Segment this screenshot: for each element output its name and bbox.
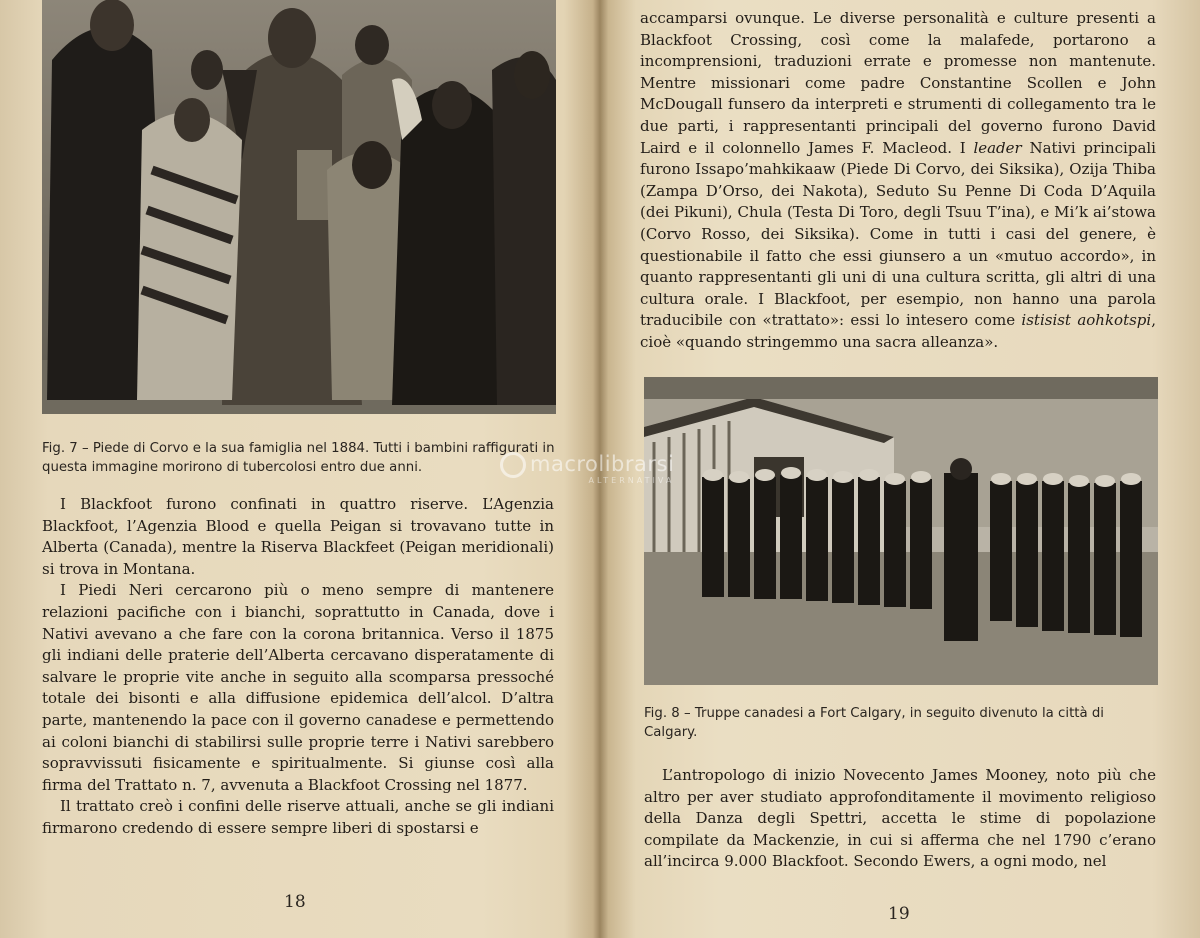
- text-run: Nativi principali furono Issapo’mahkikaaw (Piede Di Corvo, dei Siksika), Ozija Thiba (Zampa D’Orso, dei Nakota), Seduto Su Penne Di Coda D’Aquila (dei Pikuni), Chula (Testa Di Toro, degli Tsuu T’ina), e Mi’k ai’stowa (Corvo Rosso, dei Siksika). Come in tutti i casi del genere, è questionabile il fatto che essi giunsero a un «mutuo accordo», in quanto rappresentanti gli uni di una cultura scritta, gli altri di una cultura orale. I Blackfoot, per esempio, non hanno una parola traducibile con «trattato»: essi lo intesero come: [640, 138, 1156, 330]
- page-number: 19: [888, 904, 910, 924]
- right-top-text: [640, 8, 1156, 354]
- paragraph: I Blackfoot furono confinati in quattro riserve. L’Agenzia Blackfoot, l’Agenzia Blood e quella Peigan si trovavano tutte in Alberta (Canada), mentre la Riserva Blackfeet (Peigan meridionali) si trova in Montana.: [42, 495, 554, 578]
- right-page: [602, 0, 1200, 938]
- macrolibrarsi-logo-icon: [500, 452, 526, 478]
- italic-word: leader: [973, 138, 1022, 157]
- watermark-name: macrolibrarsi: [530, 452, 675, 476]
- watermark: [500, 452, 674, 485]
- figure-7-caption: Fig. 7 – Piede di Corvo e la sua famiglia nel 1884. Tutti i bambini raffigurati in questa immagine morirono di tubercolosi entro due anni.: [42, 441, 555, 475]
- text-run: accamparsi ovunque. Le diverse personalità e culture presenti a Blackfoot Crossing, così come la malafede, portarono a incomprensioni, traduzioni errate e promesse non mantenute. Mentre missionari come padre Constantine Scollen e John McDougall funsero da interpreti e strumenti di collegamento tra le due parti, i rappresentanti principali del governo furono David Laird e il colonnello James F. Macleod. I: [640, 9, 1156, 157]
- page-number: 18: [284, 892, 306, 912]
- right-bottom-text: [644, 765, 1156, 873]
- italic-phrase: istisist aohkotspi: [1021, 311, 1152, 330]
- paragraph: Il trattato creò i confini delle riserve attuali, anche se gli indiani firmarono credendo di essere sempre liberi di spostarsi e: [42, 797, 554, 837]
- paragraph: L’antropologo di inizio Novecento James Mooney, noto più che altro per aver studiato approfonditamente il movimento religioso della Danza degli Spettri, accetta le stime di popolazione compilate da Mackenzie, in cui si afferma che nel 1790 c’erano all’incirca 9.000 Blackfoot. Secondo Ewers, a ogni modo, nel: [644, 766, 1156, 871]
- paragraph: [640, 8, 1156, 354]
- figure-8-photo: [644, 377, 1158, 685]
- watermark-tagline: ALTERNATIVA: [588, 476, 675, 485]
- figure-7-photo: [42, 0, 556, 414]
- left-body-text: [42, 494, 554, 840]
- text-run: , cioè «quando stringemmo una sacra alleanza».: [640, 311, 1156, 351]
- figure-8-caption: Fig. 8 – Truppe canadesi a Fort Calgary, in seguito divenuto la città di Calgary.: [644, 706, 1105, 740]
- paragraph: I Piedi Neri cercarono più o meno sempre di mantenere relazioni pacifiche con i bianchi, soprattutto in Canada, dove i Nativi avevano a che fare con la corona britannica. Verso il 1875 gli indiani delle praterie dell’Alberta cercavano disperatamente di salvare le proprie vite anche in seguito alla scomparsa pressoché totale dei bisonti e alla diffusione epidemica dell’alcol. D’altra parte, mantenendo la pace con il governo canadese e permettendo ai coloni bianchi di stabilirsi sulle proprie terre i Nativi sarebbero sopravvissuti fisicamente e spiritualmente. Si giunse così alla firma del Trattato n. 7, avvenuta a Blackfoot Crossing nel 1877.: [42, 581, 554, 794]
